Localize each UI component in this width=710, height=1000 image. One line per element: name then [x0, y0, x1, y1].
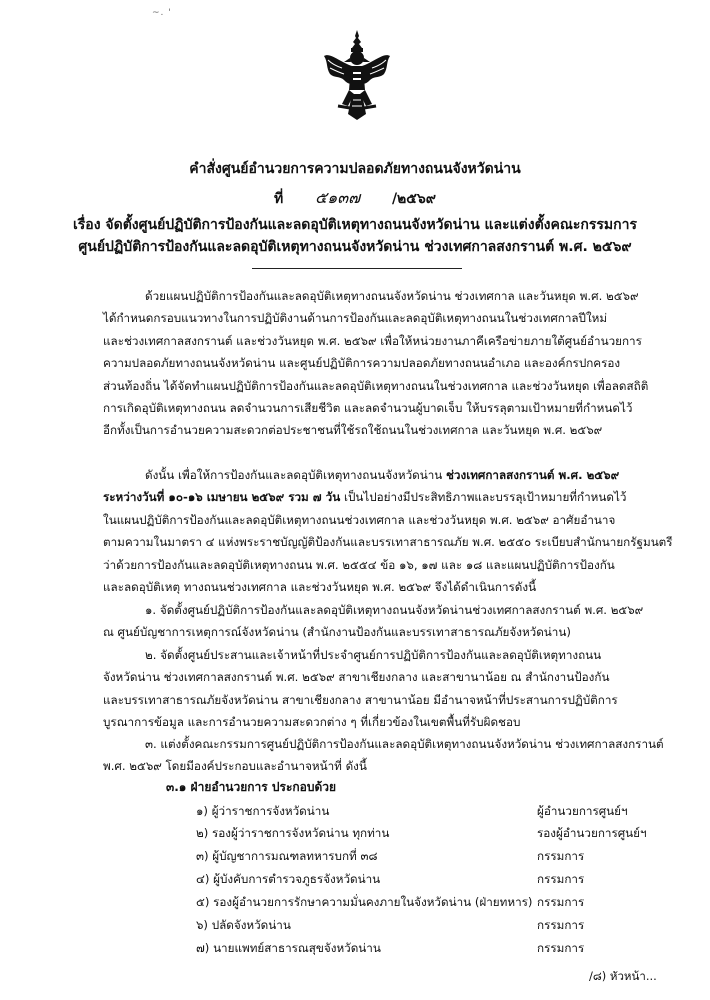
paragraph-line: บูรณาการข้อมูล และการอำนวยความสะดวกต่าง ๆ ที่เกี่ยวข้องในเขตพื้นที่รับผิดชอบ	[103, 715, 521, 730]
paragraph-line: ด้วยแผนปฏิบัติการป้องกันและลดอุบัติเหตุทางถนนจังหวัดน่าน ช่วงเทศกาล และวันหยุด พ.ศ. ๒๕๖๙	[145, 289, 639, 303]
member-row	[196, 917, 626, 937]
item-3	[103, 733, 664, 778]
member-row	[196, 825, 647, 845]
paragraph-line: พ.ศ. ๒๕๖๙ โดยมีองค์ประกอบและอำนาจหน้าที่ ดังนี้	[103, 759, 367, 774]
member-row	[196, 940, 626, 960]
member-role: ผู้อำนวยการศูนย์ฯ	[537, 804, 628, 818]
member-name: ๕) รองผู้อำนวยการรักษาความมั่นคงภายในจังหวัดน่าน (ฝ่ายทหาร)	[196, 895, 533, 909]
subject-line-1: เรื่อง จัดตั้งศูนย์ปฏิบัติการป้องกันและลดอุบัติเหตุทางถนนจังหวัดน่าน และแต่งตั้งคณะกรรมการ	[72, 217, 637, 233]
paragraph-line: ตามความในมาตรา ๔ แห่งพระราชบัญญัติป้องกันและบรรเทาสาธารณภัย พ.ศ. ๒๕๕๐ ระเบียบสำนักนายกรัฐมนตรี	[103, 535, 673, 550]
order-number-year: /๒๕๖๙	[391, 191, 437, 207]
paragraph-therefore	[103, 464, 673, 598]
item-1-cont	[103, 599, 655, 644]
paragraph-line: ส่วนท้องถิ่น ได้จัดทำแผนปฏิบัติการป้องกันและลดอุบัติเหตุทางถนนในช่วงเทศกาล และช่วงวันหยุด เพื่อลดสถิติ	[103, 378, 649, 393]
member-name: ๒) รองผู้ว่าราชการจังหวัดน่าน ทุกท่าน	[196, 826, 390, 840]
paragraph-line: ๓. แต่งตั้งคณะกรรมการศูนย์ปฏิบัติการป้องกันและลดอุบัติเหตุทางถนนจังหวัดน่าน ช่วงเทศกาลสงกรานต์	[145, 737, 664, 751]
member-role: กรรมการ	[537, 849, 585, 863]
paragraph-line: ว่าด้วยการป้องกันและลดอุบัติเหตุทางถนน พ.ศ. ๒๕๕๔ ข้อ ๑๖, ๑๗ และ ๑๘ และแผนปฏิบัติการป้องกัน	[103, 557, 615, 572]
subject-line-2: ศูนย์ปฏิบัติการป้องกันและลดอุบัติเหตุทางถนนจังหวัดน่าน ช่วงเทศกาลสงกรานต์ พ.ศ. ๒๕๖๙	[78, 239, 632, 255]
order-number-prefix: ที่	[273, 191, 284, 207]
member-name: ๖) ปลัดจังหวัดน่าน	[196, 918, 291, 932]
section-3-1-heading: ๓.๑ ฝ่ายอำนวยการ ประกอบด้วย	[166, 780, 337, 794]
paragraph-line	[103, 486, 655, 508]
member-role: กรรมการ	[537, 895, 585, 909]
member-row	[196, 848, 626, 868]
member-row	[196, 871, 626, 891]
member-name: ๗) นายแพทย์สาธารณสุขจังหวัดน่าน	[196, 941, 381, 955]
paragraph-line	[103, 464, 655, 486]
paragraph-line: และบรรเทาสาธารณภัยจังหวัดน่าน สาขาเชียงกลาง สาขานาน้อย มีอำนาจหน้าที่ประสานการปฏิบัติการ	[103, 692, 618, 707]
paragraph-line: ณ ศูนย์บัญชาการเหตุการณ์จังหวัดน่าน (สำนักงานป้องกันและบรรเทาสาธารณภัยจังหวัดน่าน)	[103, 625, 571, 640]
paragraph-line: การเกิดอุบัติเหตุทางถนน ลดจำนวนการเสียชีวิต และลดจำนวนผู้บาดเจ็บ ให้บรรลุตามเป้าหมายที่กำหนดไว้	[103, 400, 633, 415]
paragraph-line: ในแผนปฏิบัติการป้องกันและลดอุบัติเหตุทางถนนช่วงเทศกาล และช่วงวันหยุด พ.ศ. ๒๕๖๙ อาศัยอำนาจ	[103, 512, 616, 527]
member-row	[196, 803, 626, 823]
paragraph-bold-text: ช่วงเทศกาลสงกรานต์ พ.ศ. ๒๕๖๙	[446, 468, 620, 482]
paragraph-line: และลดอุบัติเหตุ ทางถนนช่วงเทศกาล และช่วงวันหยุด พ.ศ. ๒๕๖๙ จึงได้ดำเนินการดังนี้	[103, 579, 537, 594]
item-2	[103, 644, 655, 734]
paragraph-line: ๒. จัดตั้งศูนย์ประสานและเจ้าหน้าที่ประจำศูนย์การปฏิบัติการป้องกันและลดอุบัติเหตุทางถนน	[145, 648, 602, 662]
order-title: คำสั่งศูนย์อำนวยการความปลอดภัยทางถนนจังหวัดน่าน	[189, 161, 521, 177]
paragraph-line: และช่วงเทศกาลสงกรานต์ และช่วงวันหยุด พ.ศ. ๒๕๖๙ เพื่อให้หน่วยงานภาคีเครือข่ายภายใต้ศูนย์อำนวยการ	[103, 333, 642, 348]
garuda-emblem-icon	[322, 28, 392, 122]
member-name: ๔) ผู้บังคับการตำรวจภูธรจังหวัดน่าน	[196, 872, 381, 886]
paragraph-line: ๑. จัดตั้งศูนย์ปฏิบัติการป้องกันและลดอุบัติเหตุทางถนนจังหวัดน่านช่วงเทศกาลสงกรานต์ พ.ศ. ๒๕๖๙	[145, 603, 644, 617]
paragraph-line: ความปลอดภัยทางถนนจังหวัดน่าน และศูนย์ปฏิบัติการความปลอดภัยทางถนนอำเภอ และองค์กรปกครอง	[103, 356, 621, 371]
paragraph-bold-text: ระหว่างวันที่ ๑๐-๑๖ เมษายน ๒๕๖๙ รวม ๗ วัน	[103, 490, 341, 505]
member-role: กรรมการ	[537, 872, 585, 886]
paragraph-text: เป็นไปอย่างมีประสิทธิภาพและบรรลุเป้าหมายที่กำหนดไว้	[340, 490, 627, 505]
member-name: ๑) ผู้ว่าราชการจังหวัดน่าน	[196, 804, 330, 818]
continuation-note: /๘) หัวหน้า...	[589, 969, 657, 983]
member-row	[196, 894, 626, 914]
order-number-line	[0, 186, 710, 211]
corner-scribble: ~. '	[152, 8, 172, 18]
member-role: รองผู้อำนวยการศูนย์ฯ	[537, 826, 647, 840]
paragraph-preamble	[103, 285, 655, 442]
member-role: กรรมการ	[537, 941, 585, 955]
order-number-value: ๕๑๓๗	[314, 188, 361, 207]
paragraph-text: ดังนั้น เพื่อให้การป้องกันและลดอุบัติเหตุทางถนนจังหวัดน่าน	[145, 468, 446, 482]
paragraph-line: ได้กำหนดกรอบแนวทางในการปฏิบัติงานด้านการป้องกันและลดอุบัติเหตุทางถนนในช่วงเทศกาลปีใหม่	[103, 311, 608, 326]
paragraph-line: อีกทั้งเป็นการอำนวยความสะดวกต่อประชาชนที่ใช้รถใช้ถนนในช่วงเทศกาล และวันหยุด พ.ศ. ๒๕๖๙	[103, 423, 603, 438]
member-name: ๓) ผู้บัญชาการมณฑลทหารบกที่ ๓๘	[196, 849, 378, 863]
title-divider	[252, 268, 462, 269]
paragraph-line: จังหวัดน่าน ช่วงเทศกาลสงกรานต์ พ.ศ. ๒๕๖๙ สาขาเชียงกลาง และสาขานาน้อย ณ สำนักงานป้องกัน	[103, 670, 610, 685]
member-role: กรรมการ	[537, 918, 585, 932]
